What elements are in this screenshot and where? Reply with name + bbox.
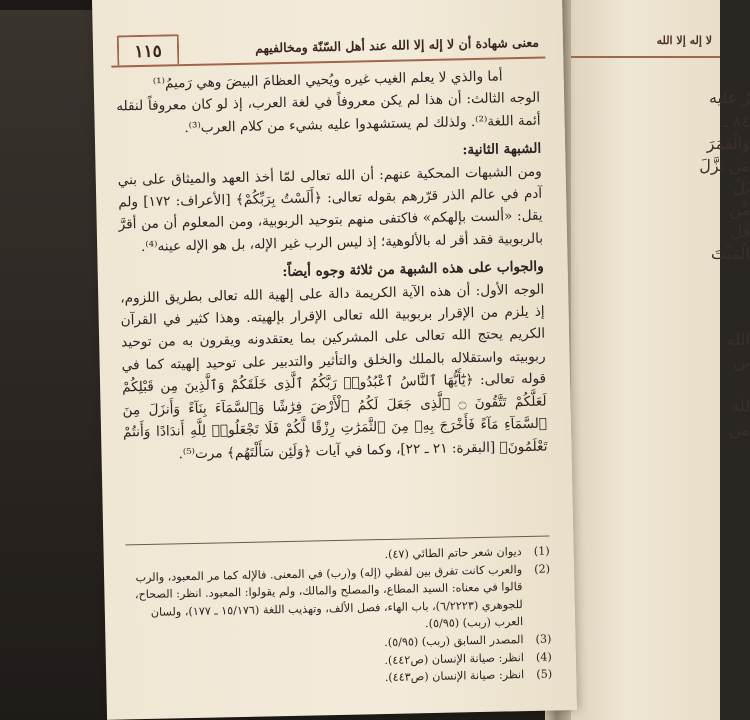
facing-page-line: رُ عليه <box>708 88 750 107</box>
paragraph: ومن الشبهات المحكية عنهم: أن الله تعالى لمّا أخذ العهد والميثاق على بني آدم في عالم الذر قرّرهم بقوله تعالى: ﴿أَلَسْتُ بِرَبِّكُمْ﴾ [الأعراف: ١٧٢] ولم يقل: «ألست بإلهكم» فاكتفى منهم بتوحيد الربوبية، ومن المعلوم أن من أقرَّ بالربوبية فقد أقر له بالألوهية؛ إذ ليس الرب غير الإله، بل هو الإله عينه⁽⁴⁾. <box>117 163 544 255</box>
section-heading: الشبهة الثانية: <box>462 140 542 159</box>
main-text <box>116 65 548 467</box>
facing-page-line: الله <box>726 330 750 349</box>
running-header <box>111 27 546 68</box>
facing-page-line: وَالْقَمَرَ <box>706 134 750 153</box>
paragraph: الوجه الثالث: أن هذا لم يكن معروفاً في لغة العرب، إذ لو كان معروفاً لنقله أئمة اللغة⁽²⁾. ولذلك لم يستشهدوا عليه بشيء من كلام العرب⁽³⁾. <box>116 90 541 136</box>
footnote <box>126 560 551 639</box>
facing-page-line: الْمَيِّتَ <box>710 244 750 263</box>
paragraph: الوجه الأول: أن هذه الآية الكريمة دالة على إلهية الله تعالى بطريق اللزوم، إذ يلزم من الإقرار بربوبية الله تعالى الإقرار بإلهيته. وهذا كثير في القرآن الكريم يحتج الله تعالى على المشركين بما يعتقدونه ويقرون به من توحيد ربوبيته واستقلاله بالملك والخلق والتأثير والتدبير على توحيد إلهيته كما في قوله تعالى: ﴿يَٰٓأَيُّهَا ٱلنَّاسُ ٱعْبُدُوا۟ رَبَّكُمُ ٱلَّذِى خَلَقَكُمْ وَٱلَّذِينَ مِن قَبْلِكُمْ لَعَلَّكُمْ تَتَّقُونَ ۝ ٱلَّذِى جَعَلَ لَكُمُ ٱلْأَرْضَ فِرَٰشًا وَٱلسَّمَآءَ بِنَآءً وَأَنزَلَ مِنَ ٱلسَّمَآءِ مَآءً فَأَخْرَجَ بِهِۦ مِنَ ٱلثَّمَرَٰتِ رِزْقًا لَّكُمْ فَلَا تَجْعَلُوا۟ لِلَّهِ أَندَادًا وَأَنتُمْ تَعْلَمُونَ﴾ [البقرة: ٢١ ـ ٢٢]، وكما في آيات ﴿وَلَئِن سَأَلْتَهُم﴾ مرت⁽⁵⁾. <box>120 281 548 462</box>
book-page <box>92 0 577 720</box>
footnote-text: انظر: صيانة الإنسان (ص٤٤٣). <box>384 668 525 685</box>
facing-page-line: من <box>729 420 750 439</box>
facing-page-line: مِّن <box>729 200 750 219</box>
facing-page-line: قُلِ <box>730 222 750 241</box>
facing-page-line: لله <box>731 396 750 415</box>
footnote-text: انظر: صيانة الإنسان (ص٤٤٢). <box>384 650 524 667</box>
facing-page-line: بَلْ <box>733 178 750 197</box>
footnote-number: (1) <box>533 544 550 558</box>
footnote-number: (2) <box>534 562 551 576</box>
page-number: ١١٥ <box>117 34 180 65</box>
facing-page-header: لا إله إلا الله <box>558 34 720 58</box>
running-title: معنى شهادة أن لا إله إلا الله عند أهل السّنّة ومخالفيهم <box>254 34 540 56</box>
facing-page-line: مَن نَزَّلَ <box>699 156 750 175</box>
footnote-text: والعرب كانت تفرق بين لفظي (إله) و(رب) في المعنى. فالإله كما مر المعبود، والرب قالوا في معناه: السيد المطاع، والمصلح والمالك، ولم يقولوا: المعبود. انظر: الصحاح، للجوهري (٦/٢٢٢٣)، باب الهاء، فصل الألف، وتهذيب اللغة (١٥/١٧٦ ـ ١٧٧)، ولسان العرب (ربب) (٥/٩٥). <box>134 562 524 631</box>
section-heading: والجواب على هذه الشبهة من ثلاثة وجوه أيضاً: <box>282 258 544 281</box>
footnote-text: ديوان شعر حاتم الطائي (٤٧). <box>384 545 522 561</box>
footnote-number: (3) <box>535 632 552 646</box>
poem-verse: أما والذي لا يعلم الغيب غيره ويُحيي العظامَ البيضَ وهي رَميمُ⁽¹⁾ <box>152 68 503 92</box>
footnotes <box>125 536 552 693</box>
facing-page-line: بن <box>733 352 750 371</box>
facing-page-line: ٨٤ ـ <box>723 112 750 131</box>
facing-page <box>566 0 750 720</box>
footnote-number: (4) <box>535 650 552 664</box>
footnote-number: (5) <box>536 667 553 681</box>
footnote-text: المصدر السابق (ربب) (٥/٩٥). <box>384 633 524 649</box>
